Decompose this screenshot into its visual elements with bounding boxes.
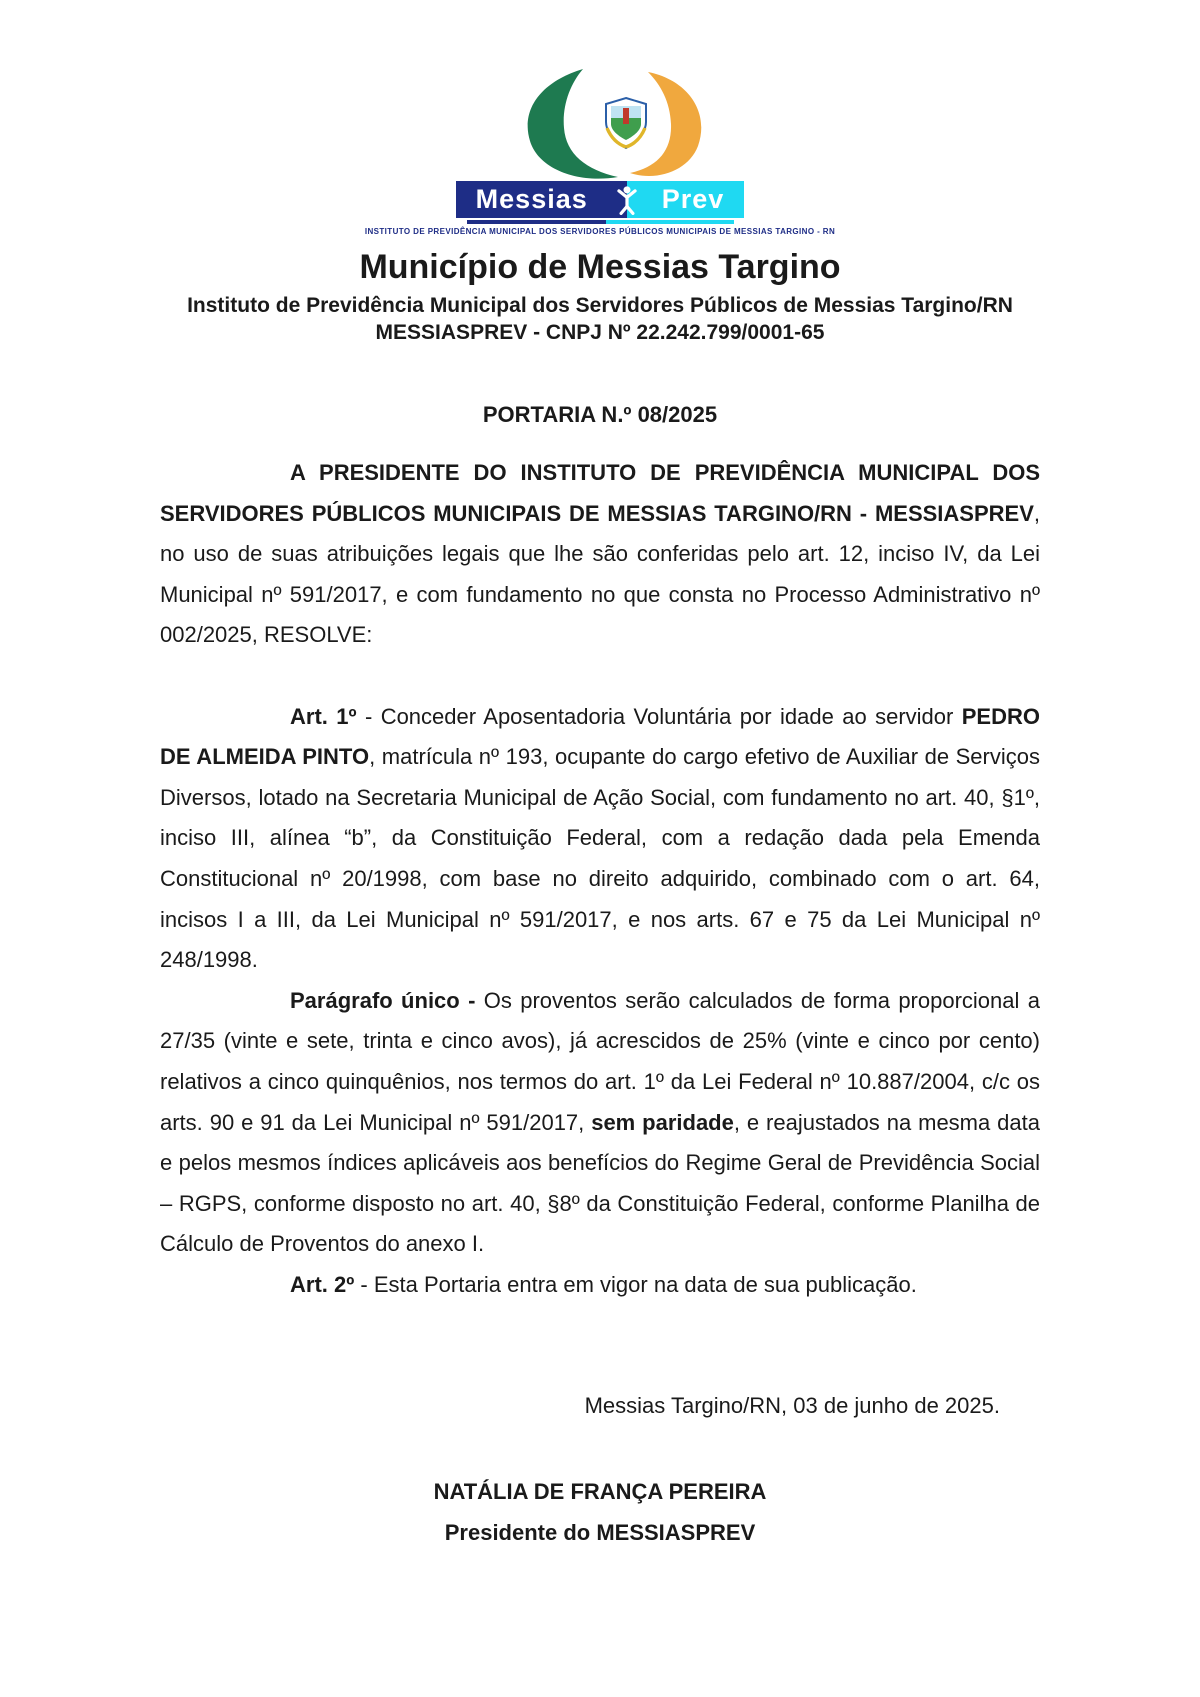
text-run: - Esta Portaria entra em vigor na data de sua publicação.	[354, 1271, 917, 1297]
article-1-paragraph	[160, 697, 1040, 981]
bold-run: Art. 1º	[290, 703, 357, 729]
municipal-crest-icon	[606, 98, 646, 148]
banner-underline	[467, 220, 734, 224]
text-run: - Conceder Aposentadoria Voluntária por idade ao servidor	[356, 703, 962, 729]
banner-figure-box	[604, 181, 650, 218]
green-swoosh-icon	[527, 69, 617, 179]
org-cnpj-line: MESSIASPREV - CNPJ Nº 22.242.799/0001-65	[375, 321, 825, 344]
org-subtitle: Instituto de Previdência Municipal dos Servidores Públicos de Messias Targino/RN	[187, 294, 1013, 317]
text-run: , e reajustados na mesma data e pelos mesmos índices aplicáveis aos benefícios do Regime Geral de Previdência Social – RGPS, conforme disposto no art. 40, §8º da Constituição Federal, conforme Planilha de Cálculo de Proventos do anexo I.	[160, 1109, 1040, 1257]
municipality-logo-icon	[498, 66, 703, 179]
banner-word-prev: Prev	[650, 181, 745, 218]
sole-paragraph	[160, 981, 1040, 1265]
person-icon	[614, 185, 640, 215]
bold-run: PEDRO DE ALMEIDA PINTO	[160, 703, 1040, 770]
institute-caption: INSTITUTO DE PREVIDÊNCIA MUNICIPAL DOS SERVIDORES PÚBLICOS MUNICIPAIS DE MESSIAS TARGINO - RN	[364, 227, 836, 236]
date-place-line: Messias Targino/RN, 03 de junho de 2025.	[584, 1393, 1000, 1419]
page-title: Município de Messias Targino	[359, 248, 841, 286]
text-run: , no uso de suas atribuições legais que lhe são conferidas pelo art. 12, inciso IV, da Lei Municipal nº 591/2017, e com fundamento no que consta no Processo Administrativo nº 002/2025, RESOLVE:	[160, 500, 1040, 648]
bold-run: Parágrafo único -	[290, 987, 484, 1013]
signature-role: Presidente do MESSIASPREV	[444, 1519, 756, 1545]
signature-name: NATÁLIA DE FRANÇA PEREIRA	[433, 1479, 767, 1505]
messiasprev-banner	[456, 181, 745, 218]
bold-run: sem paridade	[591, 1109, 734, 1135]
text-run: Os proventos serão calculados de forma proporcional a 27/35 (vinte e sete, trinta e cinco avos), já acrescidos de 25% (vinte e cinco por cento) relativos a cinco quinquênios, nos termos do art. 1º da Lei Federal nº 10.887/2004, c/c os arts. 90 e 91 da Lei Municipal nº 591/2017,	[160, 987, 1040, 1135]
banner-word-messias: Messias	[456, 181, 604, 218]
document-body	[160, 453, 1040, 1305]
bold-run: A PRESIDENTE DO INSTITUTO DE PREVIDÊNCIA MUNICIPAL DOS SERVIDORES PÚBLICOS MUNICIPAIS DE MESSIAS TARGINO/RN - MESSIASPREV	[160, 460, 1040, 526]
letterhead	[160, 66, 1040, 345]
text-run: , matrícula nº 193, ocupante do cargo efetivo de Auxiliar de Serviços Diversos, lotado na Secretaria Municipal de Ação Social, com fundamento no art. 40, §1º, inciso III, alínea “b”, da Constituição Federal, com a redação dada pela Emenda Constitucional nº 20/1998, com base no direito adquirido, combinado com o art. 64, incisos I a III, da Lei Municipal nº 591/2017, e nos arts. 67 e 75 da Lei Municipal nº 248/1998.	[160, 744, 1040, 973]
bold-run: Art. 2º	[290, 1271, 355, 1297]
article-2-paragraph	[160, 1265, 1040, 1306]
preamble-paragraph	[160, 453, 1040, 656]
portaria-heading: PORTARIA N.º 08/2025	[482, 402, 718, 427]
